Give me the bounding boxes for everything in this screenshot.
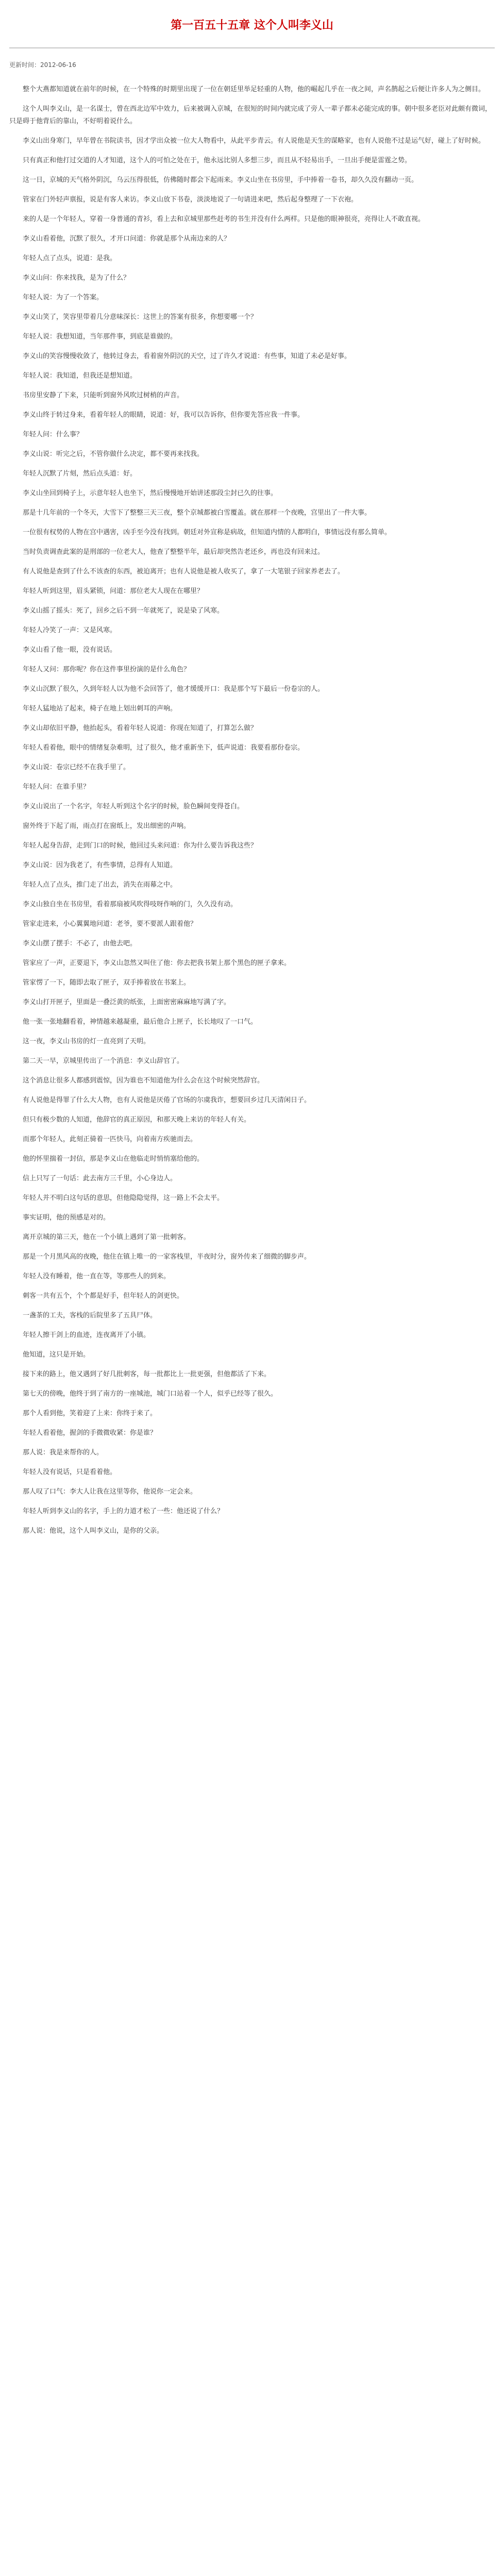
paragraph: 年轻人又问：那你呢？你在这件事里扮演的是什么角色？	[23, 666, 191, 673]
paragraph: 一盏茶的工夫，客栈的后院里多了五具尸体。	[23, 1312, 157, 1319]
paragraph: 年轻人冷笑了一声：又是风寒。	[23, 626, 117, 634]
paragraph: 李义山的笑容慢慢收敛了，他转过身去，看着窗外阴沉的天空，过了许久才说道：有些事，知道了未必是好事。	[23, 352, 351, 360]
paragraph: 李义山坐回到椅子上，示意年轻人也坐下，然后慢慢地开始讲述那段尘封已久的往事。	[23, 489, 278, 497]
paragraph: 李义山问：你来找我，是为了什么？	[23, 274, 130, 282]
paragraph: 管家在门外轻声禀报，说是有客人来访。李义山放下书卷，淡淡地说了一句请进来吧，然后起身整理了一下衣袍。	[23, 196, 358, 204]
paragraph: 年轻人起身告辞，走到门口的时候，他回过头来问道：你为什么要告诉我这些？	[23, 842, 258, 850]
paragraph: 李义山终于转过身来，看着年轻人的眼睛，说道：好，我可以告诉你，但你要先答应我一件事。	[23, 411, 305, 419]
paragraph: 年轻人看着他，握剑的手微微收紧：你是谁？	[23, 1429, 157, 1437]
paragraph: 年轻人没有睡着，他一直在等，等那些人的到来。	[23, 1273, 171, 1280]
paragraph: 管家走进来，小心翼翼地问道：老爷，要不要派人跟着他？	[23, 920, 197, 928]
paragraph: 离开京城的第三天，他在一个小镇上遇到了第一批刺客。	[23, 1233, 191, 1241]
paragraph: 信上只写了一句话：此去南方三千里，小心身边人。	[23, 1175, 177, 1182]
paragraph: 年轻人说：我想知道，当年那件事，到底是谁做的。	[23, 333, 177, 341]
paragraph: 年轻人没有说话，只是看着他。	[23, 1468, 117, 1476]
paragraph: 当时负责调查此案的是刑部的一位老大人，他查了整整半年，最后却突然告老还乡，再也没有回来过。	[23, 548, 325, 556]
paragraph: 那是十几年前的一个冬天，大雪下了整整三天三夜，整个京城都被白雪覆盖。就在那样一个夜晚，宫里出了一件大事。	[23, 509, 372, 517]
paragraph: 年轻人问：在谁手里？	[23, 783, 90, 791]
paragraph: 有人说他是得罪了什么大人物，也有人说他是厌倦了官场的尔虞我诈，想要回乡过几天清闲日子。	[23, 1096, 311, 1104]
paragraph: 李义山出身寒门，早年曾在书院读书，因才学出众被一位大人物看中，从此平步青云。有人说他是天生的谋略家，也有人说他不过是运气好，碰上了好时候。	[23, 137, 485, 145]
paragraph: 接下来的路上，他又遇到了好几批刺客，每一批都比上一批更强，但他都活了下来。	[23, 1370, 271, 1378]
paragraph: 事实证明，他的预感是对的。	[23, 1214, 110, 1222]
paragraph: 年轻人说：为了一个答案。	[23, 294, 104, 301]
paragraph: 窗外终于下起了雨，雨点打在窗纸上，发出细密的声响。	[23, 822, 191, 830]
paragraph: 年轻人沉默了片刻，然后点头道：好。	[23, 470, 137, 478]
paragraph: 李义山沉默了很久，久到年轻人以为他不会回答了，他才缓缓开口：我是那个写下最后一份卷宗的人。	[23, 685, 325, 693]
paragraph: 李义山看着他，沉默了很久，才开口问道：你就是那个从南边来的人？	[23, 235, 231, 243]
paragraph: 年轻人问：什么事？	[23, 431, 83, 438]
paragraph: 管家愣了一下，随即去取了匣子，双手捧着放在书案上。	[23, 979, 191, 987]
paragraph: 书房里安静了下来，只能听到窗外风吹过树梢的声音。	[23, 392, 184, 399]
paragraph: 李义山笑了，笑容里带着几分意味深长：这世上的答案有很多，你想要哪一个？	[23, 313, 258, 321]
paragraph: 那个人看到他，笑着迎了上来：你终于来了。	[23, 1410, 157, 1417]
paragraph: 那是一个月黑风高的夜晚，他住在镇上唯一的一家客栈里，半夜时分，窗外传来了细微的脚步声。	[23, 1253, 311, 1261]
paragraph: 只有真正和他打过交道的人才知道，这个人的可怕之处在于，他永远比别人多想三步，而且从不轻易出手，一旦出手便是雷霆之势。	[23, 157, 412, 164]
chapter-title: 第一百五十五章 这个人叫李义山	[171, 19, 333, 32]
paragraph: 第二天一早，京城里传出了一个消息：李义山辞官了。	[23, 1057, 184, 1065]
paragraph: 来的人是一个年轻人，穿着一身普通的青衫，看上去和京城里那些赶考的书生并没有什么两样。只是他的眼神很亮，亮得让人不敢直视。	[23, 215, 425, 223]
paragraph: 那人说：我是来帮你的人。	[23, 1449, 104, 1456]
title-divider	[9, 47, 495, 48]
paragraph: 年轻人说：我知道，但我还是想知道。	[23, 372, 137, 380]
paragraph: 李义山摆了摆手：不必了，由他去吧。	[23, 940, 137, 947]
paragraph: 但只有极少数的人知道，他辞官的真正原因，和那天晚上来访的年轻人有关。	[23, 1116, 251, 1124]
paragraph: 李义山独自坐在书房里，看着那扇被风吹得吱呀作响的门，久久没有动。	[23, 901, 238, 908]
paragraph: 李义山看了他一眼，没有说话。	[23, 646, 117, 654]
paragraph: 李义山说：因为我老了，有些事情，总得有人知道。	[23, 861, 177, 869]
paragraph: 他的怀里揣着一封信，那是李义山在他临走时悄悄塞给他的。	[23, 1155, 204, 1163]
paragraph: 这个人叫李义山，是一名谋士，曾在西北边军中效力，后来被调入京城，在很短的时间内就完成了旁人一辈子都未必能完成的事。朝中很多老臣对此颇有微词，只是碍于他背后的靠山，不好明着说什么。	[9, 105, 492, 125]
paragraph: 年轻人看着他，眼中的情绪复杂难明，过了很久，他才重新坐下，低声说道：我要看那份卷宗。	[23, 744, 305, 752]
paragraph: 他知道，这只是开始。	[23, 1351, 90, 1359]
paragraph: 年轻人擦干剑上的血迹，连夜离开了小镇。	[23, 1331, 150, 1339]
paragraph: 年轻人猛地站了起来，椅子在地上划出刺耳的声响。	[23, 705, 177, 713]
update-time: 更新时间：2012-06-16	[9, 61, 76, 69]
paragraph: 这个消息让很多人都感到震惊，因为谁也不知道他为什么会在这个时候突然辞官。	[23, 1077, 264, 1084]
paragraph: 这一日，京城的天气格外阴沉，乌云压得很低，仿佛随时都会下起雨来。李义山坐在书房里，手中捧着一卷书，却久久没有翻动一页。	[23, 176, 418, 184]
chapter-content	[9, 83, 495, 1537]
paragraph: 那人叹了口气：李大人让我在这里等你，他说你一定会来。	[23, 1488, 197, 1496]
paragraph: 年轻人听到这里，眉头紧锁，问道：那位老大人现在在哪里？	[23, 587, 204, 595]
paragraph: 整个大燕都知道就在前年的时候，在一个特殊的时期里出现了一位在朝廷里举足轻重的人物，他的崛起几乎在一夜之间，声名鹊起之后便让许多人为之侧目。	[23, 86, 485, 93]
paragraph: 那人说：他说，这个人叫李义山，是你的父亲。	[23, 1527, 164, 1535]
paragraph: 李义山说：听完之后，不管你做什么决定，都不要再来找我。	[23, 450, 204, 458]
paragraph: 他一张一张地翻看着，神情越来越凝重，最后他合上匣子，长长地叹了一口气。	[23, 1018, 258, 1026]
paragraph: 李义山打开匣子，里面是一叠泛黄的纸张，上面密密麻麻地写满了字。	[23, 998, 231, 1006]
paragraph: 李义山却依旧平静，他抬起头，看着年轻人说道：你现在知道了，打算怎么做？	[23, 724, 258, 732]
paragraph: 一位很有权势的人物在宫中遇害，凶手至今没有找到。朝廷对外宣称是病故，但知道内情的人都明白，事情远没有那么简单。	[23, 529, 392, 536]
paragraph: 第七天的傍晚，他终于到了南方的一座城池，城门口站着一个人，似乎已经等了很久。	[23, 1390, 278, 1398]
paragraph: 年轻人点了点头，推门走了出去，消失在雨幕之中。	[23, 881, 177, 889]
paragraph: 李义山摇了摇头：死了，回乡之后不到一年就死了，说是染了风寒。	[23, 607, 224, 615]
paragraph: 管家应了一声，正要退下，李义山忽然又叫住了他：你去把我书架上那个黑色的匣子拿来。	[23, 959, 291, 967]
paragraph: 年轻人并不明白这句话的意思，但他隐隐觉得，这一路上不会太平。	[23, 1194, 224, 1202]
paragraph: 而那个年轻人，此刻正骑着一匹快马，向着南方疾驰而去。	[23, 1136, 197, 1143]
paragraph: 李义山说出了一个名字，年轻人听到这个名字的时候，脸色瞬间变得苍白。	[23, 803, 244, 810]
paragraph: 有人说他是查到了什么不该查的东西，被迫离开；也有人说他是被人收买了，拿了一大笔银子回家养老去了。	[23, 568, 345, 575]
paragraph: 年轻人听到李义山的名字，手上的力道才松了一些：他还说了什么？	[23, 1507, 224, 1515]
paragraph: 李义山说：卷宗已经不在我手里了。	[23, 764, 130, 771]
paragraph: 刺客一共有五个，个个都是好手，但年轻人的剑更快。	[23, 1292, 184, 1300]
paragraph: 这一夜，李义山书房的灯一直亮到了天明。	[23, 1038, 150, 1045]
paragraph: 年轻人点了点头，说道：是我。	[23, 255, 117, 262]
